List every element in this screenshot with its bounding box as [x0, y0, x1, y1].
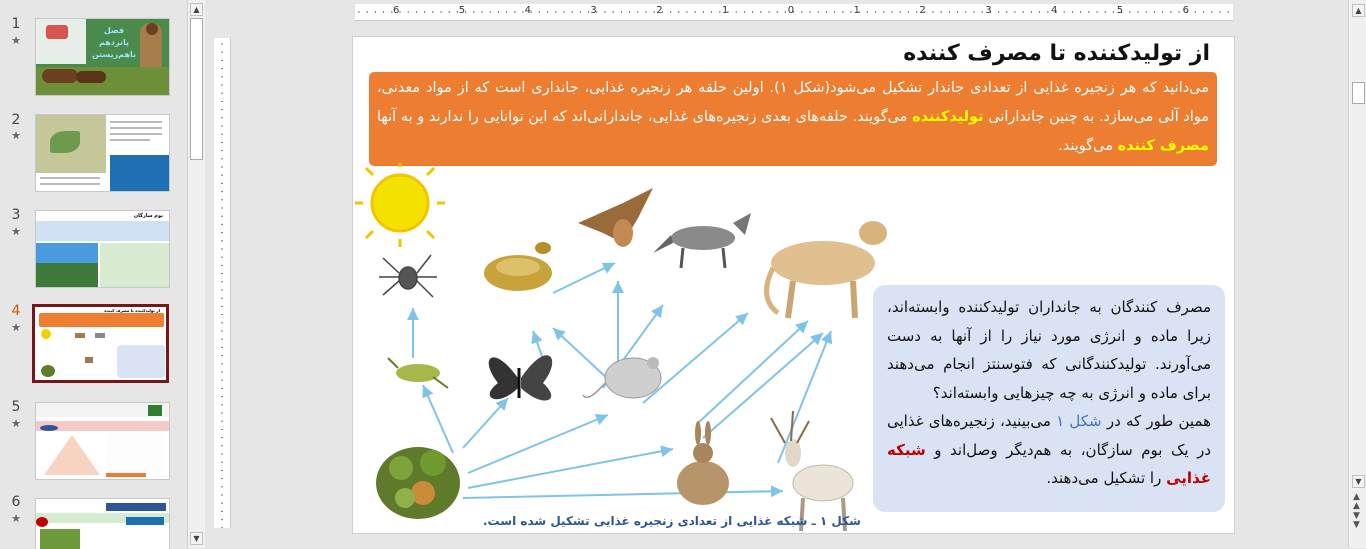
slide-thumbnail-3[interactable]: [35, 210, 170, 288]
hawk-icon: [578, 188, 653, 247]
thumb-number: 4: [11, 303, 21, 319]
producer-term: تولیدکننده: [912, 109, 984, 125]
slide-title[interactable]: از تولیدکننده تا مصرف کننده: [903, 41, 1210, 66]
thumb-title-line: باهم‌زیستن: [91, 50, 137, 59]
next-slide-icon[interactable]: ▼ ▼: [1353, 511, 1360, 530]
slide-thumbnail-6[interactable]: [35, 498, 170, 549]
scroll-up-arrow-icon[interactable]: ▲: [190, 3, 203, 16]
horizontal-ruler[interactable]: [355, 4, 1233, 21]
scroll-down-arrow-icon[interactable]: ▼: [1352, 475, 1365, 488]
ruler-label: 5: [1116, 5, 1124, 16]
snake-icon: [484, 242, 552, 291]
deer-icon: [771, 411, 853, 531]
slide-thumbnail-5[interactable]: [35, 402, 170, 480]
thumb-number: 1: [11, 16, 21, 32]
info-text: را تشکیل می‌دهند.: [1046, 469, 1167, 487]
thumb-number: 2: [11, 112, 21, 128]
food-web-term: شبکه غذایی: [887, 440, 1211, 487]
slide-thumbnail-pane: [0, 0, 205, 548]
thumb-number: 6: [11, 494, 21, 510]
rabbit-icon: [677, 421, 729, 505]
vertical-ruler[interactable]: [214, 38, 231, 528]
spider-icon: [379, 255, 437, 297]
plant-bush-icon: [376, 447, 460, 519]
slide-thumbnail-2[interactable]: [35, 114, 170, 192]
ruler-label: 3: [985, 5, 992, 16]
animation-star-icon: ★: [11, 417, 21, 430]
ruler-label: 3: [590, 5, 597, 16]
ruler-label: 4: [524, 5, 531, 16]
ruler-label: 1: [853, 5, 860, 16]
butterfly-icon: [489, 355, 552, 400]
food-web-illustration[interactable]: [353, 163, 893, 533]
ruler-label: 6: [1182, 5, 1189, 16]
slide-thumbnail-4[interactable]: [32, 304, 169, 383]
info-text-box[interactable]: [873, 285, 1225, 512]
slide-scrollbar[interactable]: [1348, 0, 1366, 548]
ruler-label: 5: [458, 5, 466, 16]
scrollbar-thumb[interactable]: [1352, 82, 1365, 104]
intro-text: می‌گویند. حلقه‌های بعدی زنجیره‌های غذایی، جاندارانی‌اند که این توانایی را ندارند و به آنها: [377, 109, 913, 125]
thumb-title-line: فصل پانزدهم: [99, 26, 129, 47]
animation-star-icon: ★: [11, 225, 21, 238]
info-text: می‌بینید، زنجیره‌های غذایی در یک بوم سازگان، به هم‌دیگر وصل‌اند و: [887, 412, 1211, 459]
info-text: همین طور که در: [1101, 412, 1212, 430]
thumb-title: از تولیدکننده تا مصرف کننده: [104, 308, 160, 313]
ruler-label: 4: [1051, 5, 1058, 16]
figure-caption: شکل ۱ ـ شبکه غذایی از تعدادی زنجیره غذایی تشکیل شده است.: [483, 514, 861, 528]
scroll-down-arrow-icon[interactable]: ▼: [190, 532, 203, 545]
slide-canvas[interactable]: [353, 37, 1234, 533]
intro-text-box[interactable]: [369, 72, 1217, 166]
slide-thumbnail-1[interactable]: [35, 18, 170, 96]
info-text: مصرف کنندگان به جانداران تولیدکننده وابسته‌اند، زیرا ماده و انرژی مورد نیاز را از آنها به دست می‌آورند. تولیدکنندگانی که فتوسنتز انجام می‌دهند برای ماده و انرژی به چه چیزهایی وابسته‌اند؟: [887, 298, 1211, 402]
ruler-label: 2: [656, 5, 663, 16]
animation-star-icon: ★: [11, 512, 21, 525]
thumb-number: 3: [11, 207, 21, 223]
previous-slide-icon[interactable]: ▲ ▲: [1353, 492, 1360, 511]
scroll-up-arrow-icon[interactable]: ▲: [1352, 4, 1365, 17]
ruler-label: 1: [722, 5, 729, 16]
intro-text: می‌دانید که هر زنجیره غذایی از تعدادی جاندار تشکیل می‌شود(شکل ۱). اولین حلقه هر زنجیره غذایی، جانداری است که از مواد معدنی، مواد آلی می‌سازد. به چنین جاندارانی: [377, 80, 1209, 125]
fox-icon: [653, 213, 751, 268]
animation-star-icon: ★: [11, 129, 21, 142]
thumbnail-scrollbar[interactable]: [187, 0, 205, 548]
mouse-icon: [583, 357, 661, 398]
ruler-label: 6: [393, 5, 400, 16]
animation-star-icon: ★: [11, 34, 21, 47]
intro-text: می‌گویند.: [1058, 138, 1118, 154]
scrollbar-thumb[interactable]: [190, 18, 203, 160]
ruler-label: 0: [787, 5, 795, 16]
figure-reference: شکل ۱: [1056, 412, 1102, 430]
ruler-label: 2: [919, 5, 926, 16]
grasshopper-icon: [388, 358, 448, 388]
thumb-title: بوم سازگان: [133, 213, 163, 219]
consumer-term: مصرف کننده: [1117, 138, 1209, 154]
animation-star-icon: ★: [11, 321, 21, 334]
thumb-number: 5: [11, 399, 21, 415]
cougar-icon: [767, 221, 887, 318]
sun-icon: [355, 163, 445, 247]
